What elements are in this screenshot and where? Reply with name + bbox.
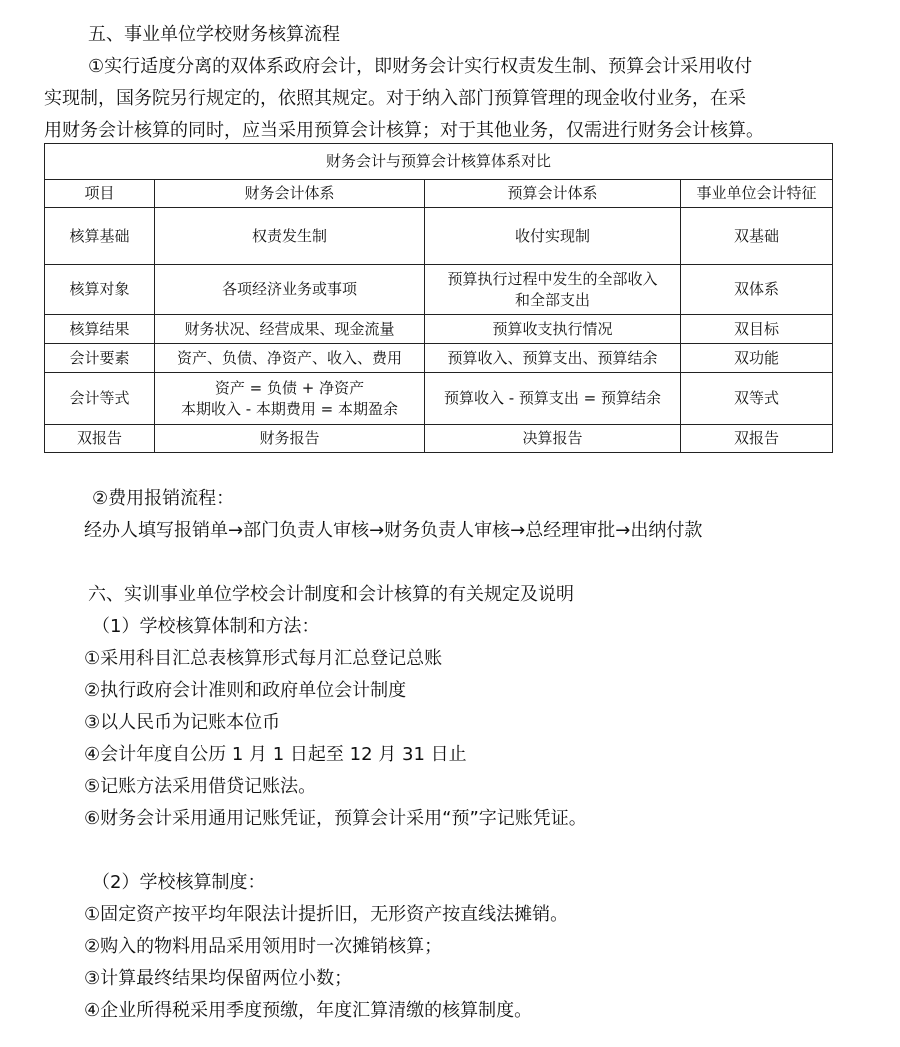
cell-line: 资产、负债、净资产、收入、费用	[176, 348, 402, 367]
table-header-financial: 财务会计体系	[155, 180, 425, 208]
section6-sub2-title: （2）学校核算制度：	[92, 872, 266, 893]
table-cell-feature: 双等式	[681, 373, 833, 425]
cell-line: 预算收支执行情况	[492, 319, 613, 338]
table-cell-feature: 双基础	[681, 208, 833, 265]
list-item: ④会计年度自公历 1 月 1 日起至 12 月 31 日止	[84, 744, 467, 765]
cell-line: 财务报告	[259, 429, 320, 447]
table-header-item: 项目	[45, 180, 155, 208]
table-cell-financial	[155, 373, 425, 425]
list-item: ③以人民币为记账本位币	[84, 712, 281, 733]
section5-para-line-2: 实现制，国务院另行规定的，依照其规定。对于纳入部门预算管理的现金收付业务，在采	[44, 88, 746, 109]
table-cell-feature: 双功能	[681, 344, 833, 373]
table-cell-budget	[425, 265, 681, 315]
cell-line: 决算报告	[522, 429, 583, 447]
table-cell-item: 会计等式	[45, 373, 155, 425]
cell-line: 预算收入、预算支出、预算结余	[447, 348, 658, 367]
table-row	[45, 373, 833, 425]
table-header-row	[45, 180, 833, 208]
table-cell-financial	[155, 425, 425, 453]
table-row	[45, 265, 833, 315]
cell-line: 预算收入 - 预算支出 = 预算结余	[443, 389, 662, 407]
table-cell-financial	[155, 344, 425, 373]
table-cell-budget	[425, 315, 681, 344]
table-cell-budget	[425, 208, 681, 265]
list-item: ⑥财务会计采用通用记账凭证，预算会计采用“预”字记账凭证。	[84, 808, 587, 829]
table-row	[45, 208, 833, 265]
table-cell-budget	[425, 373, 681, 425]
table-cell-feature: 双体系	[681, 265, 833, 315]
list-item: ①采用科目汇总表核算形式每月汇总登记总账	[84, 648, 443, 669]
table-cell-financial	[155, 208, 425, 265]
comparison-table	[44, 143, 833, 453]
section6-title: 六、实训事业单位学校会计制度和会计核算的有关规定及说明	[88, 584, 574, 605]
table-cell-item: 核算结果	[45, 315, 155, 344]
list-item: ②执行政府会计准则和政府单位会计制度	[84, 680, 407, 701]
table-cell-item: 核算基础	[45, 208, 155, 265]
list-item: ⑤记账方法采用借贷记账法。	[84, 776, 317, 797]
cell-line: 各项经济业务或事项	[221, 280, 357, 298]
cell-line: 权责发生制	[251, 226, 327, 245]
table-cell-budget	[425, 344, 681, 373]
table-header-budget: 预算会计体系	[425, 180, 681, 208]
table-cell-financial	[155, 265, 425, 315]
list-item: ③计算最终结果均保留两位小数；	[84, 968, 353, 989]
cell-line: 收付实现制	[514, 226, 590, 245]
cell-line: 资产 = 负债 + 净资产	[214, 378, 365, 397]
list-item: ④企业所得税采用季度预缴，年度汇算清缴的核算制度。	[84, 1000, 533, 1021]
table-cell-feature: 双报告	[681, 425, 833, 453]
section6-sub1-title: （1）学校核算体制和方法：	[92, 616, 320, 637]
section5-para-line-3: 用财务会计核算的同时，应当采用预算会计核算；对于其他业务，仅需进行财务会计核算。	[44, 120, 764, 141]
table-cell-budget	[425, 425, 681, 453]
table-row	[45, 315, 833, 344]
table-caption: 财务会计与预算会计核算体系对比	[45, 144, 833, 180]
table-caption-row	[45, 144, 833, 180]
cell-line: 本期收入 - 本期费用 = 本期盈余	[180, 399, 399, 418]
cell-line: 预算执行过程中发生的全部收入	[447, 269, 658, 288]
table-cell-item: 双报告	[45, 425, 155, 453]
section5-para-line-1: ①实行适度分离的双体系政府会计，即财务会计实行权责发生制、预算会计采用收付	[88, 56, 753, 77]
cell-line: 财务状况、经营成果、现金流量	[184, 319, 395, 338]
cell-line: 和全部支出	[514, 290, 590, 309]
table-cell-item: 核算对象	[45, 265, 155, 315]
table-cell-item: 会计要素	[45, 344, 155, 373]
list-item: ②购入的物料用品采用领用时一次摊销核算；	[84, 936, 443, 957]
table-header-feature: 事业单位会计特征	[681, 180, 833, 208]
list-item: ①固定资产按平均年限法计提折旧，无形资产按直线法摊销。	[84, 904, 569, 925]
table-cell-financial	[155, 315, 425, 344]
section5-title: 五、事业单位学校财务核算流程	[88, 24, 340, 45]
reimburse-flow: 经办人填写报销单→部门负责人审核→财务负责人审核→总经理审批→出纳付款	[84, 520, 703, 541]
reimburse-title: ②费用报销流程：	[92, 488, 235, 509]
table-row	[45, 425, 833, 453]
table-cell-feature: 双目标	[681, 315, 833, 344]
table-row	[45, 344, 833, 373]
